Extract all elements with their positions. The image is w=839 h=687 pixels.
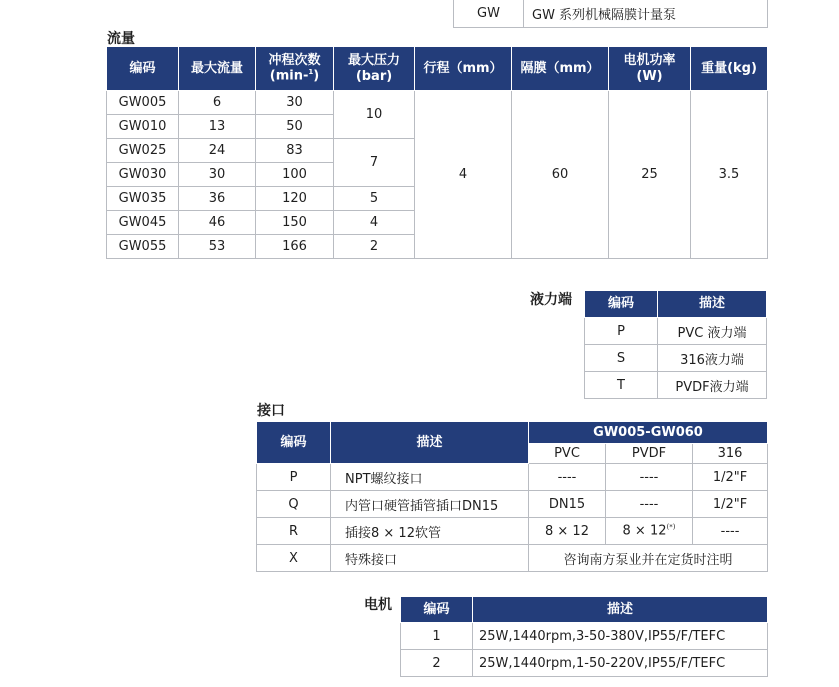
connection-header-group: GW005-GW060 (529, 422, 768, 444)
flow-code: GW030 (107, 163, 179, 187)
motor-table (400, 596, 768, 677)
flow-section-label: 流量 (107, 31, 135, 47)
flow-header-motor-power (609, 47, 691, 91)
stroke-rate-value: 166 (256, 235, 334, 259)
connection-316: 1/2"F (693, 491, 768, 518)
table-row (585, 318, 767, 345)
connection-pvdf: 8 × 12 (622, 523, 667, 539)
connection-desc: NPT螺纹接口 (331, 464, 529, 491)
liquid-end-section-label: 液力端 (530, 292, 572, 308)
liquid-end-table (584, 290, 767, 399)
motor-desc: 25W,1440rpm,3-50-380V,IP55/F/TEFC (473, 623, 768, 650)
connection-desc: 插接8 × 12软管 (331, 518, 529, 545)
flow-code: GW005 (107, 91, 179, 115)
connection-316: ---- (693, 518, 768, 545)
weight-value: 3.5 (691, 91, 768, 259)
pressure-value: 5 (334, 187, 415, 211)
flow-value: 24 (179, 139, 256, 163)
series-header-table (453, 0, 768, 28)
table-row (107, 91, 768, 115)
diaphragm-value: 60 (512, 91, 609, 259)
flow-header-stroke-rate (256, 47, 334, 91)
connection-pvc: DN15 (529, 491, 606, 518)
connection-header-pvc: PVC (529, 444, 606, 464)
stroke-rate-value: 83 (256, 139, 334, 163)
series-description: GW 系列机械隔膜计量泵 (524, 0, 768, 27)
stroke-rate-unit-close: ) (313, 68, 320, 84)
motor-header-code: 编码 (401, 597, 473, 623)
max-pressure-unit: (bar) (355, 68, 393, 84)
flow-code: GW045 (107, 211, 179, 235)
flow-header-weight: 重量(kg) (691, 47, 768, 91)
table-row (257, 545, 768, 572)
stroke-rate-unit-exponent: 1 (308, 68, 314, 77)
flow-value: 36 (179, 187, 256, 211)
table-row (401, 650, 768, 677)
series-code: GW (454, 0, 524, 27)
liquid-end-header-code: 编码 (585, 291, 658, 318)
motor-desc: 25W,1440rpm,1-50-220V,IP55/F/TEFC (473, 650, 768, 677)
liquid-end-code: T (585, 372, 658, 399)
connection-pvc: ---- (529, 464, 606, 491)
connection-316: 1/2"F (693, 464, 768, 491)
stroke-value: 4 (415, 91, 512, 259)
connection-header-pvdf: PVDF (606, 444, 693, 464)
table-row (585, 345, 767, 372)
connection-special-note: 咨询南方泵业并在定货时注明 (529, 545, 768, 572)
flow-value: 6 (179, 91, 256, 115)
flow-value: 13 (179, 115, 256, 139)
connection-code: X (257, 545, 331, 572)
connection-pvdf: ---- (606, 491, 693, 518)
liquid-end-code: S (585, 345, 658, 372)
liquid-end-desc: PVC 液力端 (658, 318, 767, 345)
motor-code: 1 (401, 623, 473, 650)
flow-code: GW035 (107, 187, 179, 211)
liquid-end-code: P (585, 318, 658, 345)
motor-power-label: 电机功率 (623, 52, 676, 68)
flow-header-max-pressure (334, 47, 415, 91)
flow-header-row (107, 47, 768, 91)
stroke-rate-value: 150 (256, 211, 334, 235)
table-row (401, 623, 768, 650)
stroke-rate-value: 50 (256, 115, 334, 139)
series-header-row (454, 0, 768, 27)
table-row (257, 518, 768, 545)
liquid-end-desc: PVDF液力端 (658, 372, 767, 399)
motor-code: 2 (401, 650, 473, 677)
connection-pvdf-cell (606, 518, 693, 545)
max-pressure-label: 最大压力 (347, 52, 400, 68)
motor-header-desc: 描述 (473, 597, 768, 623)
flow-header-code: 编码 (107, 47, 179, 91)
connection-pvdf-note: (*) (666, 523, 676, 532)
stroke-rate-label: 冲程次数 (268, 52, 321, 68)
connection-section-label: 接口 (257, 403, 285, 419)
liquid-end-desc: 316液力端 (658, 345, 767, 372)
connection-header-desc: 描述 (331, 422, 529, 464)
liquid-end-header-desc: 描述 (658, 291, 767, 318)
flow-code: GW010 (107, 115, 179, 139)
flow-table (106, 46, 768, 259)
connection-desc: 内管口硬管插管插口DN15 (331, 491, 529, 518)
connection-desc: 特殊接口 (331, 545, 529, 572)
motor-power-value: 25 (609, 91, 691, 259)
flow-header-diaphragm: 隔膜（mm） (512, 47, 609, 91)
flow-header-max-flow: 最大流量 (179, 47, 256, 91)
flow-value: 30 (179, 163, 256, 187)
table-row (585, 372, 767, 399)
liquid-end-header-row (585, 291, 767, 318)
flow-header-stroke: 行程（mm） (415, 47, 512, 91)
flow-code: GW025 (107, 139, 179, 163)
motor-power-unit: (W) (636, 68, 663, 84)
stroke-rate-value: 120 (256, 187, 334, 211)
stroke-rate-value: 30 (256, 91, 334, 115)
table-row (257, 491, 768, 518)
stroke-rate-unit: (min- (269, 68, 309, 84)
table-row (257, 464, 768, 491)
flow-value: 53 (179, 235, 256, 259)
connection-code: R (257, 518, 331, 545)
pressure-value: 2 (334, 235, 415, 259)
flow-code: GW055 (107, 235, 179, 259)
connection-header-row (257, 422, 768, 444)
motor-header-row (401, 597, 768, 623)
connection-pvdf: ---- (606, 464, 693, 491)
connection-code: Q (257, 491, 331, 518)
motor-section-label: 电机 (364, 597, 392, 613)
connection-code: P (257, 464, 331, 491)
flow-value: 46 (179, 211, 256, 235)
connection-header-316: 316 (693, 444, 768, 464)
stroke-rate-value: 100 (256, 163, 334, 187)
pressure-value: 7 (334, 139, 415, 187)
connection-pvc: 8 × 12 (529, 518, 606, 545)
connection-table (256, 421, 768, 572)
connection-header-code: 编码 (257, 422, 331, 464)
pressure-value: 4 (334, 211, 415, 235)
pressure-value: 10 (334, 91, 415, 139)
